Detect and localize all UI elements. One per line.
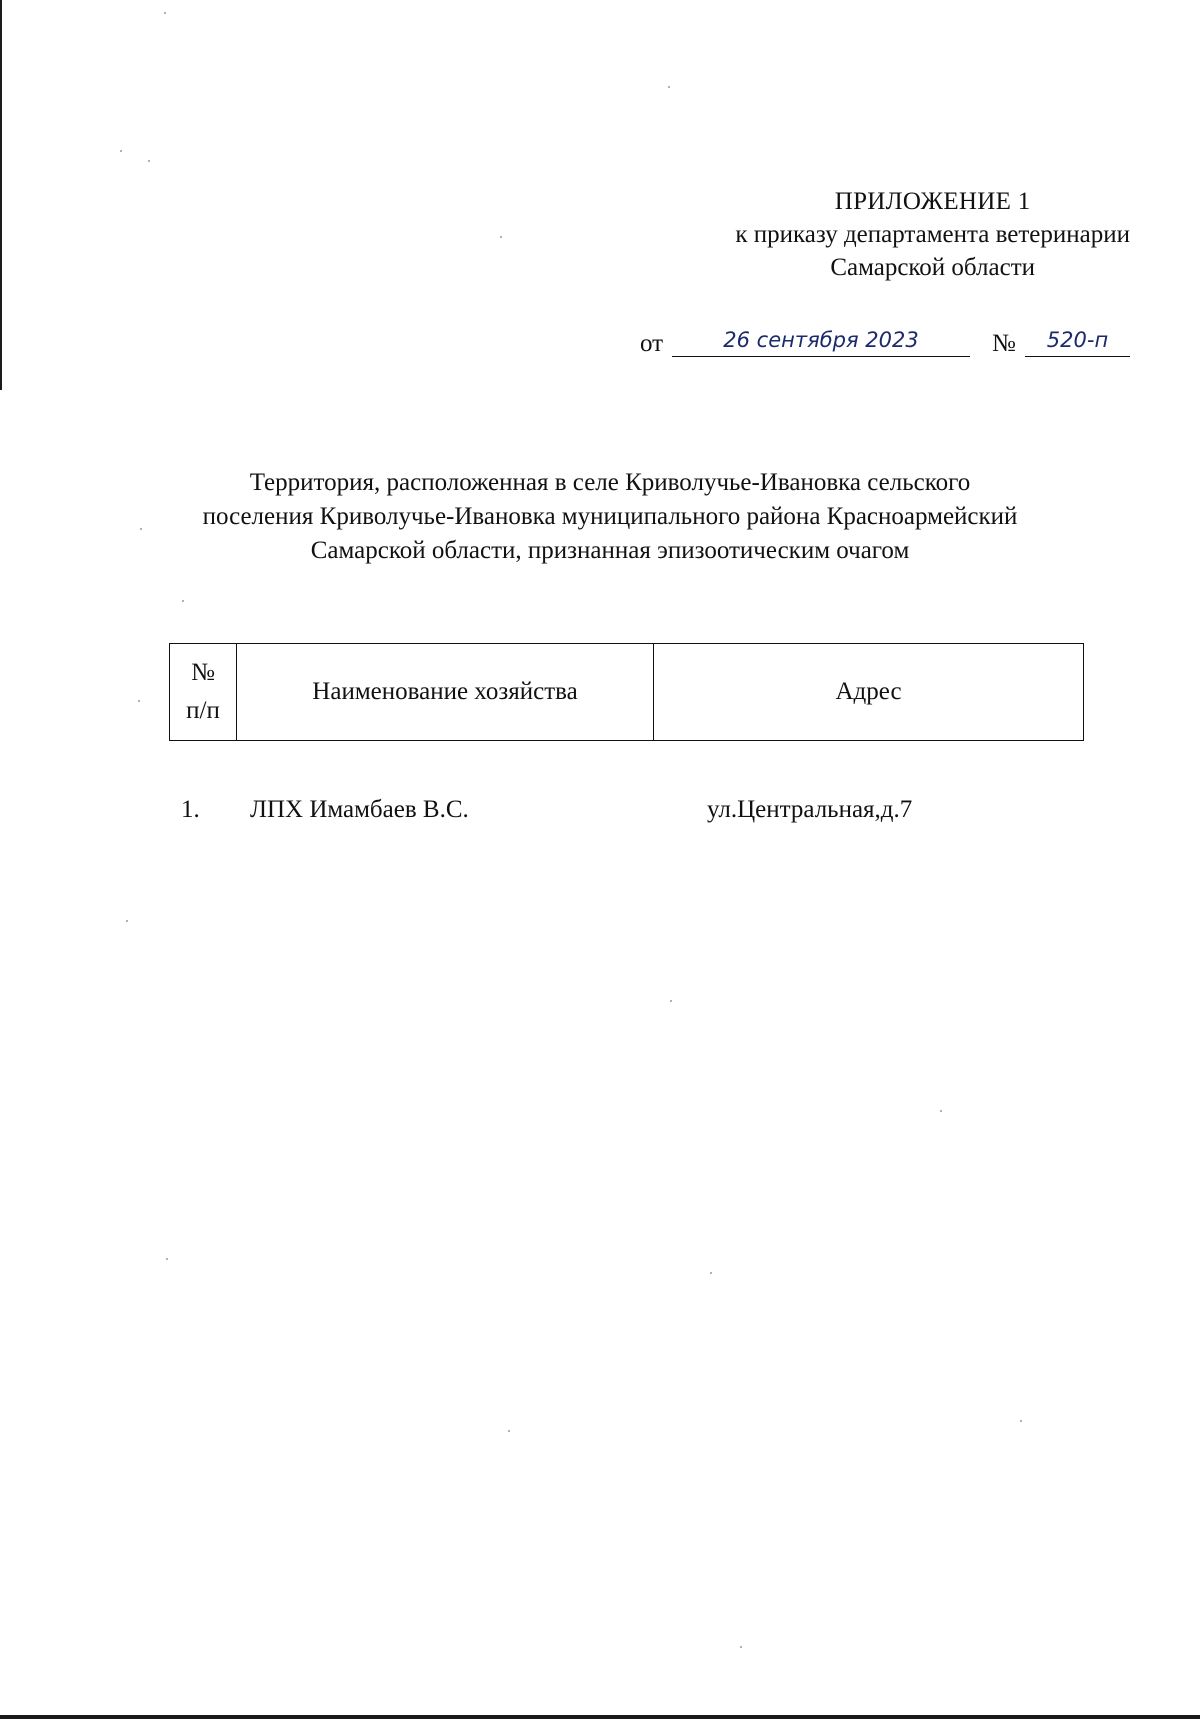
heading-line-2: поселения Криволучье-Ивановка муниципального района Красноармейский <box>202 503 1018 530</box>
order-date-handwritten: 26 сентября 2023 <box>672 326 970 357</box>
scan-speck <box>126 920 128 922</box>
scan-speck <box>166 1258 168 1260</box>
scan-speck <box>138 700 140 702</box>
column-header-number <box>170 644 237 741</box>
heading-line-3: Самарской области, признанная эпизоотическим очагом <box>310 537 910 564</box>
appendix-line-2: Самарской области <box>830 254 1035 281</box>
list-item-address: ул.Центральная,д.7 <box>707 796 913 823</box>
order-date-number-line <box>640 326 1132 362</box>
appendix-title: ПРИЛОЖЕНИЕ 1 <box>834 188 1031 215</box>
scan-speck <box>182 600 184 602</box>
farms-table <box>169 643 1084 741</box>
table-header-row <box>170 644 1084 741</box>
scan-speck <box>120 150 122 152</box>
scan-speck <box>710 1272 712 1274</box>
order-number-handwritten: 520-п <box>1025 326 1130 357</box>
list-item-number: 1. <box>181 796 200 823</box>
scan-edge-bottom <box>0 1715 1200 1719</box>
appendix-line-1: к приказу департамента ветеринарии <box>735 221 1130 248</box>
scan-speck <box>164 12 166 14</box>
scan-speck <box>740 1646 742 1648</box>
scan-edge-left <box>0 0 2 390</box>
appendix-block <box>735 185 1130 284</box>
scan-speck <box>140 528 142 530</box>
scan-speck <box>148 160 150 162</box>
heading-line-1: Территория, расположенная в селе Криволучье-Ивановка сельского <box>249 469 971 496</box>
order-from-label: от <box>640 330 664 357</box>
scan-speck <box>668 86 670 88</box>
document-heading <box>160 466 1060 568</box>
column-header-address: Адрес <box>654 644 1084 741</box>
scan-speck <box>670 1000 672 1002</box>
column-header-number-line-2: п/п <box>186 697 220 724</box>
scan-speck <box>500 236 502 238</box>
scan-speck <box>940 1110 942 1112</box>
scan-speck <box>1020 1420 1022 1422</box>
column-header-number-line-1: № <box>191 659 215 686</box>
order-number-label: № <box>992 330 1016 357</box>
list-item-name: ЛПХ Имамбаев В.С. <box>250 796 469 823</box>
scan-speck <box>508 1430 510 1432</box>
column-header-name: Наименование хозяйства <box>237 644 654 741</box>
